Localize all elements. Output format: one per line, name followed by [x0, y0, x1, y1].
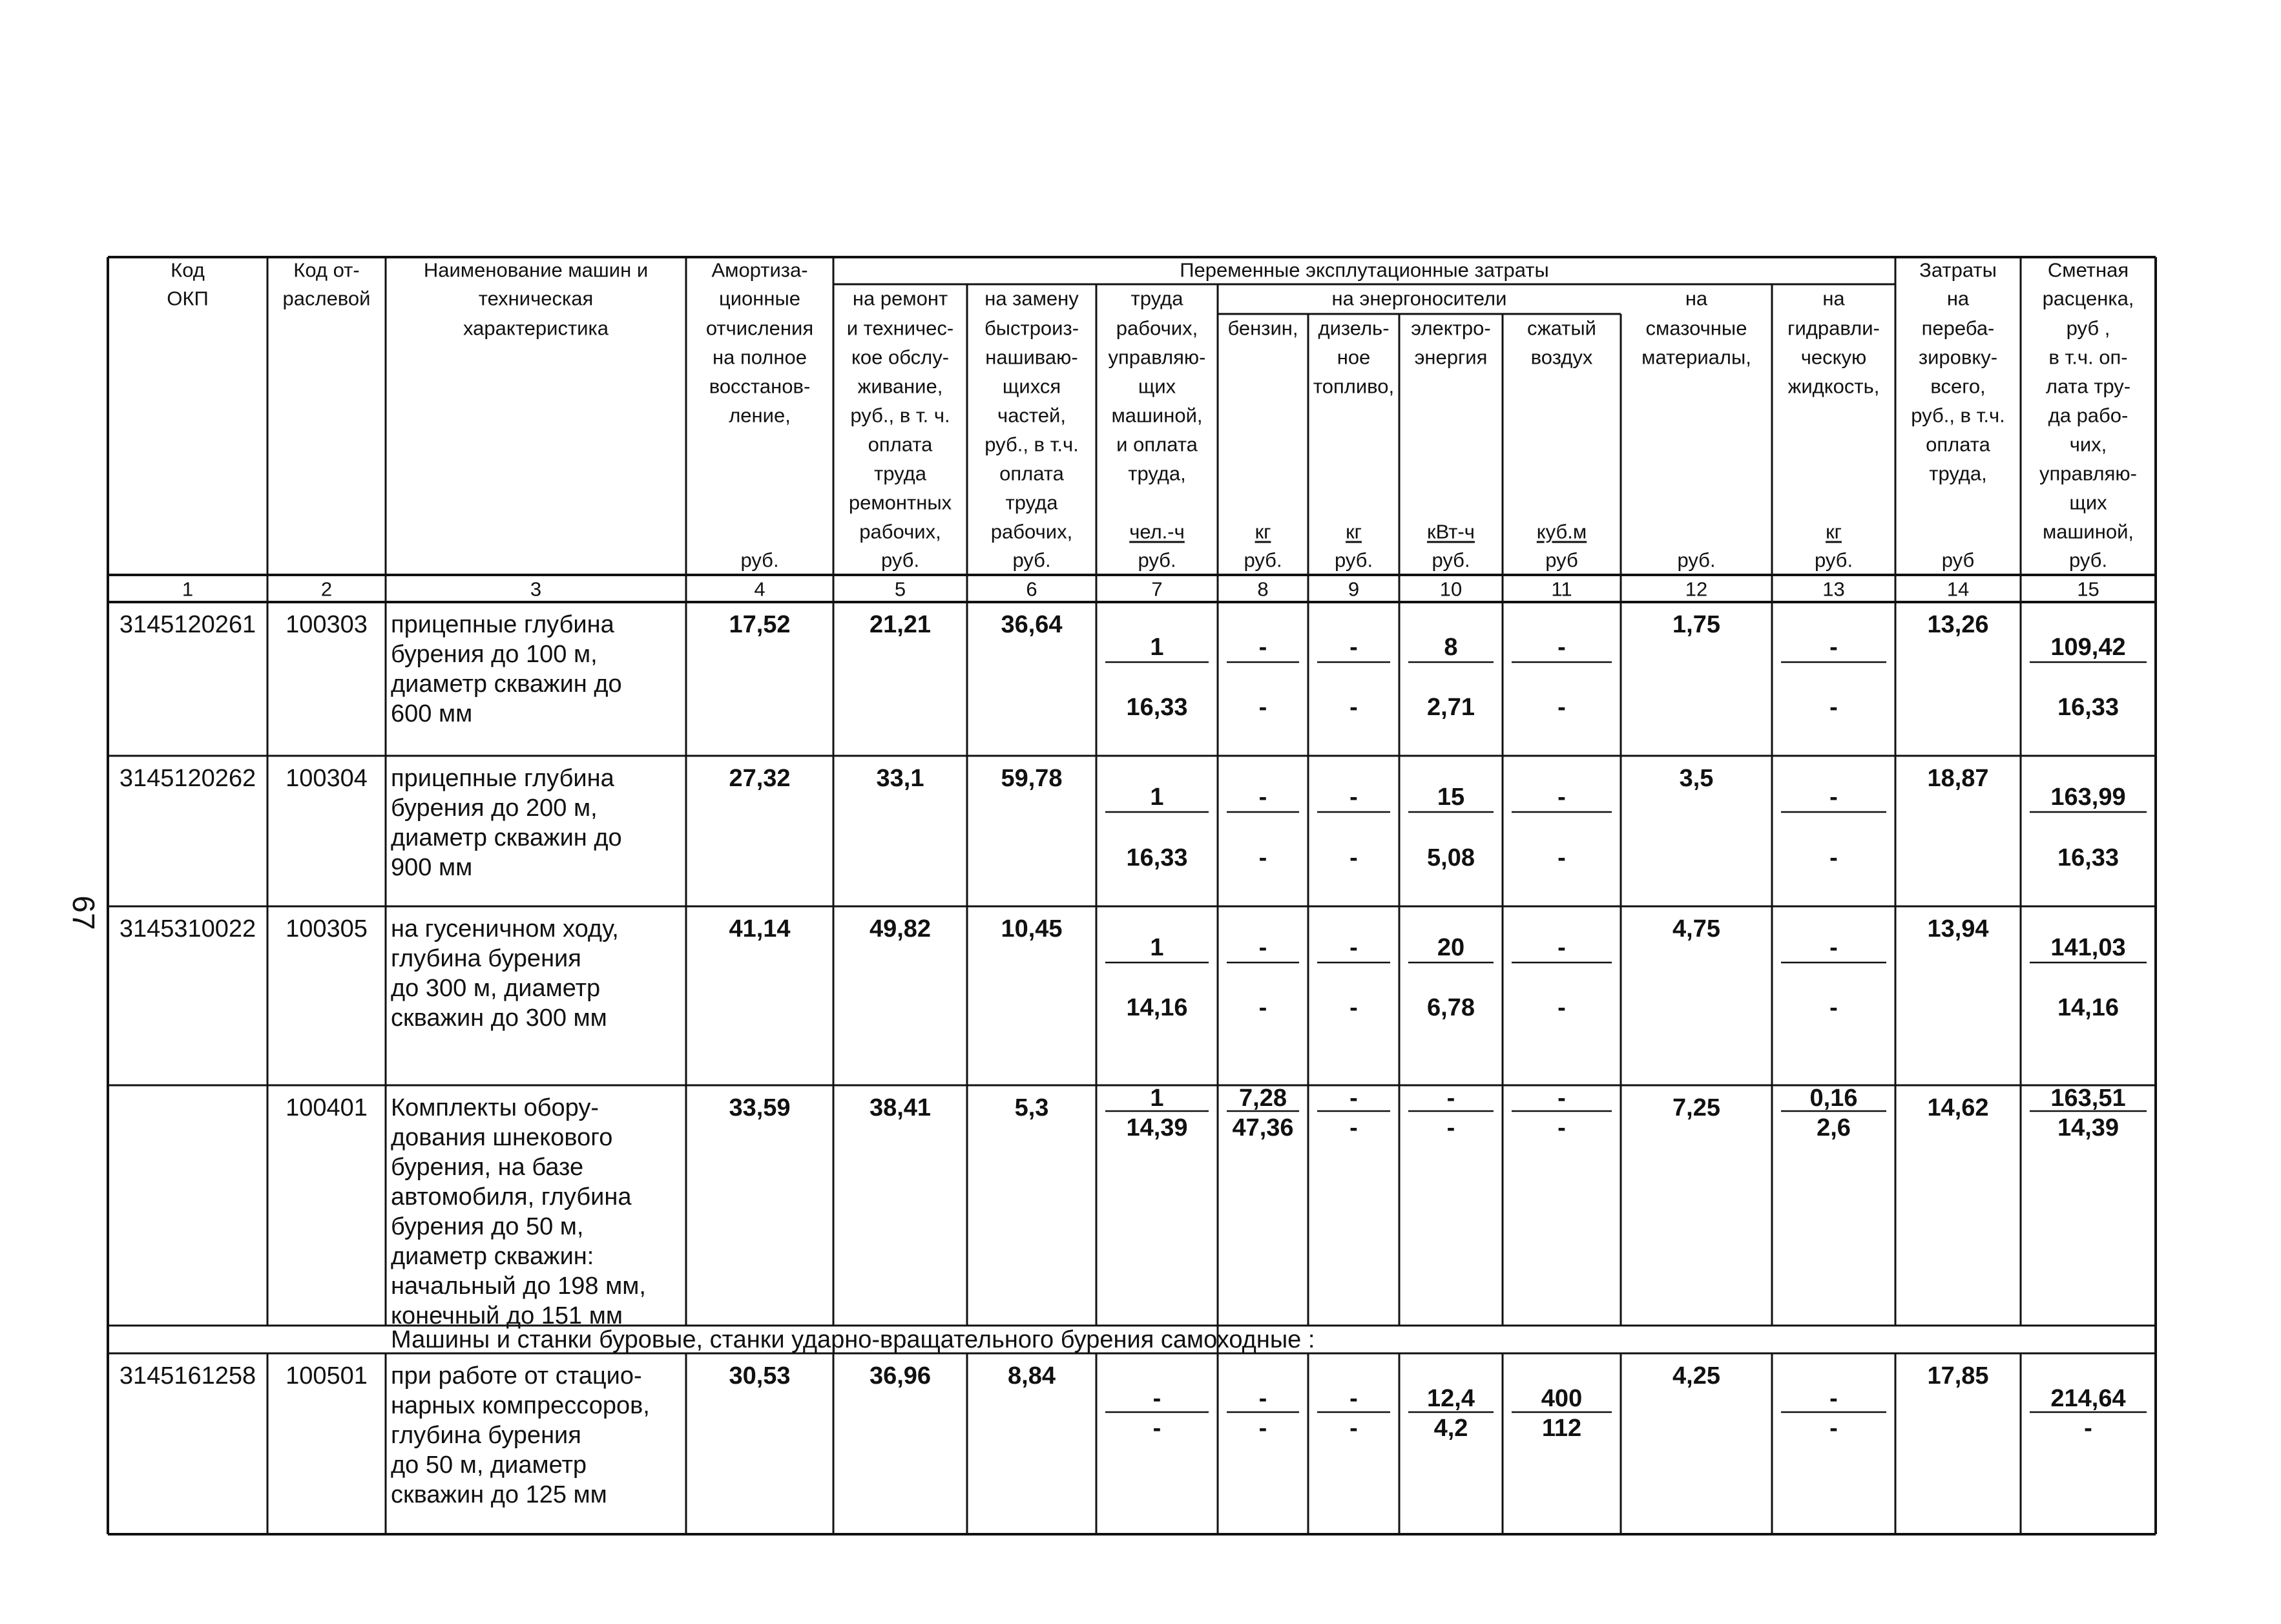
lower-value: -	[1557, 694, 1566, 721]
lower-value: 112	[1541, 1415, 1582, 1442]
machine-name-line: глубина бурения	[391, 1422, 581, 1449]
okp-code: 3145120262	[119, 765, 256, 792]
machine-name-line: до 50 м, диаметр	[391, 1452, 587, 1479]
machine-name-line: нарных компрессоров,	[391, 1392, 650, 1419]
header-hydraulic-line: гидравли-	[1787, 317, 1880, 340]
upper-value: -	[1258, 784, 1267, 811]
rate-lower-value: 16,33	[2057, 844, 2120, 871]
relocation-value: 14,62	[1927, 1094, 1989, 1121]
lower-value: -	[1258, 1415, 1267, 1442]
parts-value: 10,45	[1001, 915, 1063, 942]
header-repair-line: на ремонт	[852, 287, 948, 310]
upper-value: -	[1446, 1085, 1455, 1112]
header-rate-line: Сметная	[2047, 258, 2129, 282]
repair-value: 38,41	[869, 1094, 932, 1121]
header-diesel-line: ное	[1337, 346, 1371, 369]
depreciation-value: 41,14	[729, 915, 791, 942]
column-number: 14	[1946, 578, 1970, 601]
column-number: 11	[1551, 578, 1572, 601]
upper-value: -	[1349, 1085, 1358, 1112]
header-depreciation-line: ление,	[729, 404, 791, 427]
rate-lower-value: 16,33	[2057, 694, 2120, 721]
repair-value: 49,82	[869, 915, 932, 942]
lower-value: -	[1557, 1114, 1566, 1141]
header-diesel-line: дизель-	[1318, 317, 1390, 340]
header-relocation-line: труда,	[1929, 462, 1987, 485]
unit-rub: руб.	[1138, 548, 1176, 572]
parts-value: 5,3	[1014, 1094, 1049, 1121]
machine-name-line: начальный до 198 мм,	[391, 1273, 646, 1300]
okp-code: 3145120261	[119, 611, 256, 638]
lower-value: -	[1349, 844, 1358, 871]
okp-code: 3145161258	[119, 1362, 256, 1390]
header-lubricants-line: смазочные	[1645, 317, 1747, 340]
okp-code: 3145310022	[119, 915, 256, 942]
lower-value: 2,71	[1427, 694, 1475, 721]
unit-rub: руб.	[1432, 548, 1470, 572]
machine-name-line: 900 мм	[391, 854, 473, 881]
unit-kg: кг	[1826, 520, 1842, 543]
machine-name-line: на гусеничном ходу,	[391, 915, 619, 942]
relocation-value: 13,26	[1927, 611, 1989, 638]
machine-name-line: глубина бурения	[391, 945, 581, 972]
lower-value: -	[1557, 844, 1566, 871]
machine-name-line: до 300 м, диаметр	[391, 975, 601, 1002]
relocation-value: 18,87	[1927, 765, 1989, 792]
hydraulic-lower-value: 2,6	[1817, 1114, 1851, 1141]
lower-value: -	[1446, 1114, 1455, 1141]
machine-name-line: автомобиля, глубина	[391, 1183, 632, 1211]
unit-rub: руб	[1545, 548, 1578, 572]
header-labor-line: труда,	[1128, 462, 1186, 485]
lower-value: 14,16	[1126, 994, 1188, 1021]
header-labor-line: машиной,	[1111, 404, 1203, 427]
machine-name-line: бурения до 100 м,	[391, 641, 598, 668]
header-okp-line: Код	[171, 258, 205, 282]
header-labor-line: управляю-	[1108, 346, 1206, 369]
section-title: Машины и станки буровые, станки ударно-вращательного бурения самоходные :	[391, 1326, 1315, 1353]
upper-value: -	[1349, 634, 1358, 661]
upper-value: -	[1349, 1385, 1358, 1412]
header-labor-line: труда	[1130, 287, 1183, 310]
rate-lower-value: 14,39	[2057, 1114, 2120, 1141]
lower-value: -	[1258, 844, 1267, 871]
lower-value: 16,33	[1126, 694, 1188, 721]
lower-value: -	[1349, 1415, 1358, 1442]
repair-value: 33,1	[876, 765, 924, 792]
unit-rub: руб.	[1244, 548, 1282, 572]
header-rate-line: лата тру-	[2045, 375, 2131, 398]
lower-value: -	[1258, 694, 1267, 721]
header-diesel-line: топливо,	[1313, 375, 1395, 398]
header-okp-line: ОКП	[167, 287, 209, 310]
branch-code: 100501	[286, 1362, 368, 1390]
unit-rub: руб.	[1814, 548, 1853, 572]
lubricants-value: 1,75	[1672, 611, 1720, 638]
machine-name-line: прицепные глубина	[391, 765, 614, 792]
depreciation-value: 33,59	[729, 1094, 791, 1121]
hydraulic-upper-value: -	[1829, 934, 1838, 961]
rate-lower-value: -	[2084, 1415, 2092, 1442]
machine-name-line: 600 мм	[391, 700, 473, 727]
upper-value: -	[1152, 1385, 1161, 1412]
header-labor-line: рабочих,	[1116, 317, 1198, 340]
parts-value: 59,78	[1001, 765, 1063, 792]
rate-upper-value: 109,42	[2050, 634, 2126, 661]
header-relocation-line: руб., в т.ч.	[1911, 404, 2005, 427]
column-number: 13	[1822, 578, 1845, 601]
header-parts-line: быстроиз-	[984, 317, 1079, 340]
header-rate-line: машиной,	[2042, 520, 2134, 543]
unit-man-hours: чел.-ч	[1129, 520, 1185, 543]
upper-value: 1	[1150, 784, 1164, 811]
header-depreciation-line: Амортиза-	[711, 258, 808, 282]
header-depreciation-line: на полное	[712, 346, 807, 369]
header-parts-line: рабочих,	[990, 520, 1073, 543]
header-parts-line: оплата	[999, 462, 1064, 485]
machine-name-line: конечный до 151 мм	[391, 1302, 623, 1329]
column-number: 6	[1026, 578, 1037, 601]
header-relocation-line: зировку-	[1918, 346, 1998, 369]
parts-value: 36,64	[1001, 611, 1063, 638]
branch-code: 100305	[286, 915, 368, 942]
machine-name-line: диаметр скважин:	[391, 1243, 594, 1270]
relocation-value: 17,85	[1927, 1362, 1989, 1390]
header-branch-code-line: раслевой	[282, 287, 371, 310]
header-rate-line: руб ,	[2066, 317, 2110, 340]
column-number: 4	[754, 578, 766, 601]
header-relocation-line: Затраты	[1919, 258, 1997, 282]
header-hydraulic-line: ческую	[1800, 346, 1867, 369]
header-repair-line: ремонтных	[848, 491, 952, 514]
depreciation-value: 30,53	[729, 1362, 791, 1390]
header-repair-line: живание,	[857, 375, 943, 398]
machine-name-line: Комплекты обору-	[391, 1094, 599, 1121]
branch-code: 100304	[286, 765, 368, 792]
upper-value: 1	[1150, 1085, 1164, 1112]
header-rate-line: щих	[2069, 491, 2107, 514]
header-lubricants-line: материалы,	[1641, 346, 1751, 369]
header-depreciation-line: отчисления	[705, 317, 814, 340]
upper-value: 7,28	[1239, 1085, 1287, 1112]
hydraulic-lower-value: -	[1829, 994, 1838, 1021]
column-number: 15	[2077, 578, 2099, 601]
header-repair-line: и техничес-	[846, 317, 954, 340]
header-parts-line: труда	[1005, 491, 1058, 514]
upper-value: -	[1557, 634, 1566, 661]
upper-value: -	[1349, 934, 1358, 961]
header-name-line: техническая	[478, 287, 594, 310]
parts-value: 8,84	[1008, 1362, 1056, 1390]
header-rate-line: в т.ч. оп-	[2048, 346, 2128, 369]
header-repair-line: рабочих,	[859, 520, 941, 543]
column-number: 9	[1348, 578, 1360, 601]
header-name-line: характеристика	[463, 317, 609, 340]
depreciation-value: 27,32	[729, 765, 791, 792]
header-electricity-line: энергия	[1414, 346, 1488, 369]
unit-rub: руб.	[740, 548, 779, 572]
upper-value: 12,4	[1427, 1385, 1475, 1412]
unit-kwh: кВт-ч	[1427, 520, 1475, 543]
header-parts-line: частей,	[997, 404, 1066, 427]
header-rate-line: да рабо-	[2048, 404, 2129, 427]
relocation-value: 13,94	[1927, 915, 1989, 942]
machine-name-line: бурения до 50 м,	[391, 1213, 584, 1240]
header-name-line: Наименование машин и	[423, 258, 649, 282]
machine-name-line: диаметр скважин до	[391, 671, 622, 698]
upper-value: 8	[1444, 634, 1458, 661]
column-number: 1	[182, 578, 194, 601]
machine-name-line: диаметр скважин до	[391, 824, 622, 851]
rate-upper-value: 214,64	[2050, 1385, 2126, 1412]
upper-value: -	[1258, 634, 1267, 661]
header-rate-line: расценка,	[2042, 287, 2134, 310]
header-rate-line: чих,	[2069, 433, 2107, 456]
header-air-line: воздух	[1530, 346, 1593, 369]
header-energy: на энергоносители	[1331, 287, 1507, 310]
lower-value: -	[1258, 994, 1267, 1021]
upper-value: -	[1258, 1385, 1267, 1412]
hydraulic-upper-value: -	[1829, 634, 1838, 661]
lower-value: 47,36	[1232, 1114, 1294, 1141]
upper-value: -	[1557, 934, 1566, 961]
lubricants-value: 3,5	[1679, 765, 1714, 792]
header-depreciation-line: ционные	[718, 287, 801, 310]
unit-rub: руб.	[1677, 548, 1716, 572]
repair-value: 36,96	[869, 1362, 932, 1390]
machine-name-line: бурения до 200 м,	[391, 795, 598, 822]
machine-name-line: прицепные глубина	[391, 611, 614, 638]
branch-code: 100401	[286, 1094, 368, 1121]
lower-value: -	[1557, 994, 1566, 1021]
column-number: 3	[530, 578, 542, 601]
unit-rub: руб	[1941, 548, 1975, 572]
header-relocation-line: оплата	[1926, 433, 1990, 456]
header-lubricants-line: на	[1685, 287, 1708, 310]
column-number: 5	[894, 578, 906, 601]
header-labor-line: и оплата	[1116, 433, 1198, 456]
upper-value: 20	[1437, 934, 1465, 961]
lower-value: 5,08	[1427, 844, 1475, 871]
rate-upper-value: 141,03	[2050, 934, 2126, 961]
rate-lower-value: 14,16	[2057, 994, 2120, 1021]
header-parts-line: руб., в т.ч.	[984, 433, 1079, 456]
header-variable-costs: Переменные эксплутационные затраты	[1180, 258, 1549, 282]
machine-name-line: дования шнекового	[391, 1124, 613, 1151]
lower-value: 14,39	[1126, 1114, 1188, 1141]
header-repair-line: оплата	[868, 433, 933, 456]
upper-value: 1	[1150, 634, 1164, 661]
lubricants-value: 4,25	[1672, 1362, 1720, 1390]
header-parts-line: нашиваю-	[985, 346, 1078, 369]
machine-name-line: бурения, на базе	[391, 1154, 584, 1181]
lower-value: -	[1349, 994, 1358, 1021]
lower-value: -	[1349, 694, 1358, 721]
unit-rub: руб.	[880, 548, 920, 572]
lubricants-value: 4,75	[1672, 915, 1720, 942]
header-relocation-line: всего,	[1930, 375, 1986, 398]
header-labor-line: щих	[1138, 375, 1176, 398]
lower-value: 4,2	[1433, 1415, 1468, 1442]
upper-value: -	[1557, 1085, 1566, 1112]
header-air-line: сжатый	[1527, 317, 1596, 340]
rate-upper-value: 163,51	[2050, 1085, 2126, 1112]
header-parts-line: щихся	[1002, 375, 1061, 398]
machine-name-line: при работе от стацио-	[391, 1362, 642, 1390]
upper-value: 15	[1437, 784, 1465, 811]
header-gasoline-line: бензин,	[1227, 317, 1298, 340]
header-repair-line: кое обслу-	[851, 346, 950, 369]
hydraulic-upper-value: -	[1829, 1385, 1838, 1412]
rate-upper-value: 163,99	[2050, 784, 2126, 811]
column-number: 7	[1151, 578, 1163, 601]
lower-value: 16,33	[1126, 844, 1188, 871]
header-hydraulic-line: жидкость,	[1787, 375, 1880, 398]
upper-value: 1	[1150, 934, 1164, 961]
lubricants-value: 7,25	[1672, 1094, 1720, 1121]
hydraulic-lower-value: -	[1829, 694, 1838, 721]
lower-value: 6,78	[1427, 994, 1475, 1021]
hydraulic-lower-value: -	[1829, 1415, 1838, 1442]
header-repair-line: труда	[874, 462, 926, 485]
hydraulic-upper-value: 0,16	[1809, 1085, 1858, 1112]
column-number: 2	[320, 578, 333, 601]
machine-name-line: скважин до 125 мм	[391, 1481, 607, 1508]
upper-value: -	[1258, 934, 1267, 961]
depreciation-value: 17,52	[729, 611, 791, 638]
unit-kg: кг	[1346, 520, 1362, 543]
upper-value: 400	[1541, 1385, 1583, 1412]
lower-value: -	[1152, 1415, 1161, 1442]
header-parts-line: на замену	[984, 287, 1079, 310]
branch-code: 100303	[286, 611, 368, 638]
header-relocation-line: на	[1946, 287, 1970, 310]
machine-name-line: скважин до 300 мм	[391, 1005, 607, 1032]
header-relocation-line: переба-	[1921, 317, 1995, 340]
column-number: 8	[1257, 578, 1269, 601]
repair-value: 21,21	[869, 611, 932, 638]
unit-rub: руб.	[2068, 548, 2108, 572]
page-number: 67	[66, 895, 100, 930]
unit-kg: кг	[1255, 520, 1271, 543]
unit-cubic-m: куб.м	[1536, 520, 1587, 543]
hydraulic-lower-value: -	[1829, 844, 1838, 871]
column-number: 12	[1685, 578, 1708, 601]
header-hydraulic-line: на	[1822, 287, 1845, 310]
upper-value: -	[1557, 784, 1566, 811]
upper-value: -	[1349, 784, 1358, 811]
lower-value: -	[1349, 1114, 1358, 1141]
header-branch-code-line: Код от-	[293, 258, 360, 282]
header-depreciation-line: восстанов-	[709, 375, 811, 398]
unit-rub: руб.	[1334, 548, 1373, 572]
header-electricity-line: электро-	[1411, 317, 1491, 340]
hydraulic-upper-value: -	[1829, 784, 1838, 811]
unit-rub: руб.	[1012, 548, 1051, 572]
header-rate-line: управляю-	[2039, 462, 2137, 485]
column-number: 10	[1439, 578, 1463, 601]
header-repair-line: руб., в т. ч.	[850, 404, 950, 427]
